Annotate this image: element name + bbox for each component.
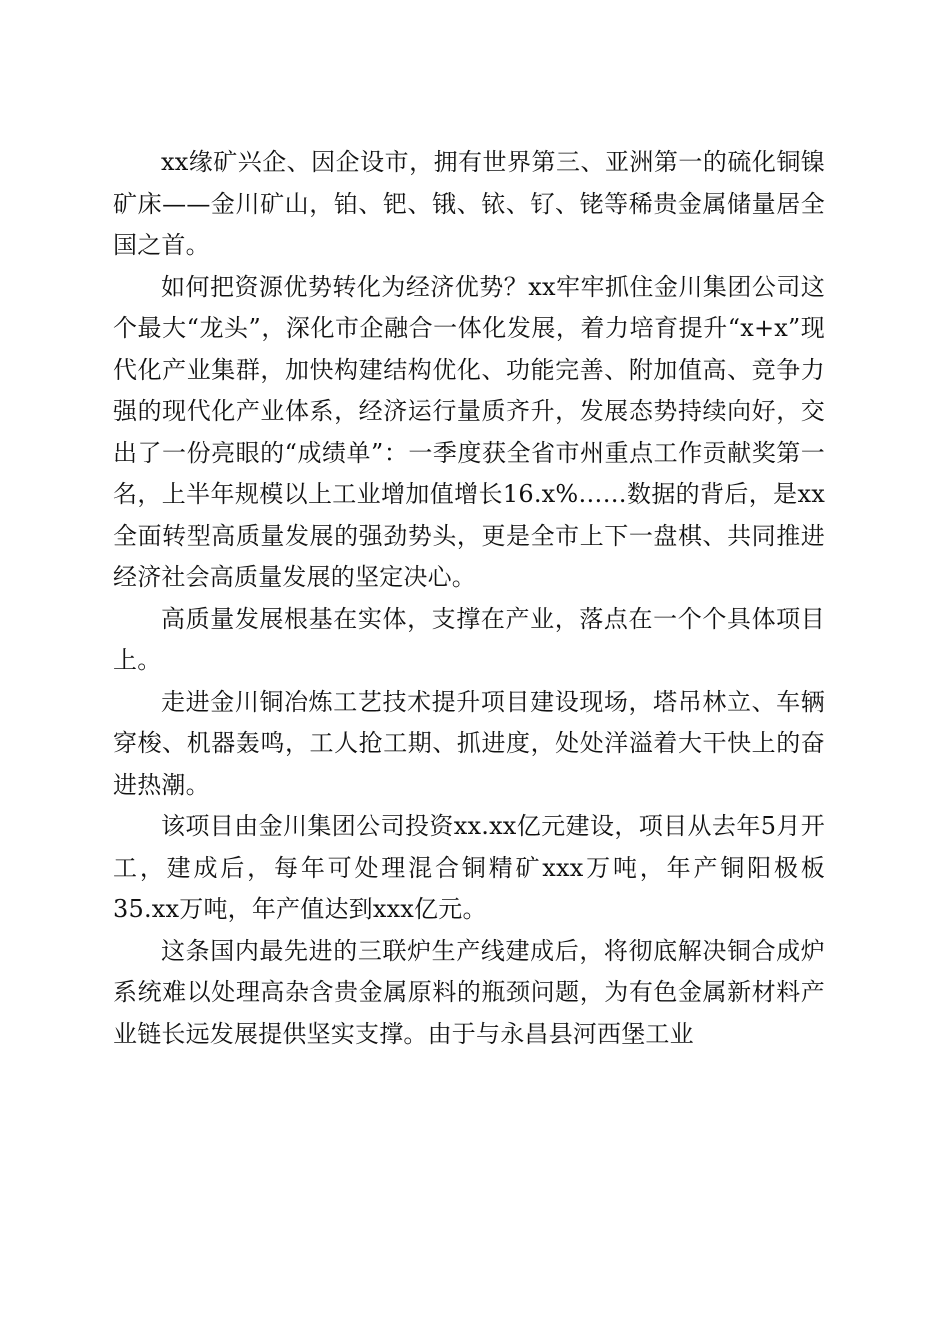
paragraph-4: 走进金川铜冶炼工艺技术提升项目建设现场，塔吊林立、车辆穿梭、机器轰鸣，工人抢工期、抓进度，处处洋溢着大干快上的奋进热潮。 [113, 687, 825, 799]
paragraph-2: 如何把资源优势转化为经济优势？xx牢牢抓住金川集团公司这个最大“龙头”，深化市企融合一体化发展，着力培育提升“x+x”现代化产业集群，加快构建结构优化、功能完善、附加值高、竞争力强的现代化产业体系，经济运行量质齐升，发展态势持续向好，交出了一份亮眼的“成绩单”：一季度获全省市州重点工作贡献奖第一名，上半年规模以上工业增加值增长16.x%……数据的背后，是xx全面转型高质量发展的强劲势头，更是全市上下一盘棋、共同推进经济社会高质量发展的坚定决心。 [113, 272, 825, 591]
paragraph-5: 该项目由金川集团公司投资xx.xx亿元建设，项目从去年5月开工，建成后，每年可处理混合铜精矿xxx万吨，年产铜阳极板35.xx万吨，年产值达到xxx亿元。 [113, 812, 825, 923]
paragraph-6: 这条国内最先进的三联炉生产线建成后，将彻底解决铜合成炉系统难以处理高杂含贵金属原料的瓶颈问题，为有色金属新材料产业链长远发展提供坚实支撑。由于与永昌县河西堡工业 [113, 936, 825, 1048]
paragraph-1: xx缘矿兴企、因企设市，拥有世界第三、亚洲第一的硫化铜镍矿床——金川矿山，铂、钯、锇、铱、钌、铑等稀贵金属储量居全国之首。 [113, 148, 825, 259]
paragraph-3: 高质量发展根基在实体，支撑在产业，落点在一个个具体项目上。 [113, 604, 825, 674]
article-body [113, 142, 825, 1055]
